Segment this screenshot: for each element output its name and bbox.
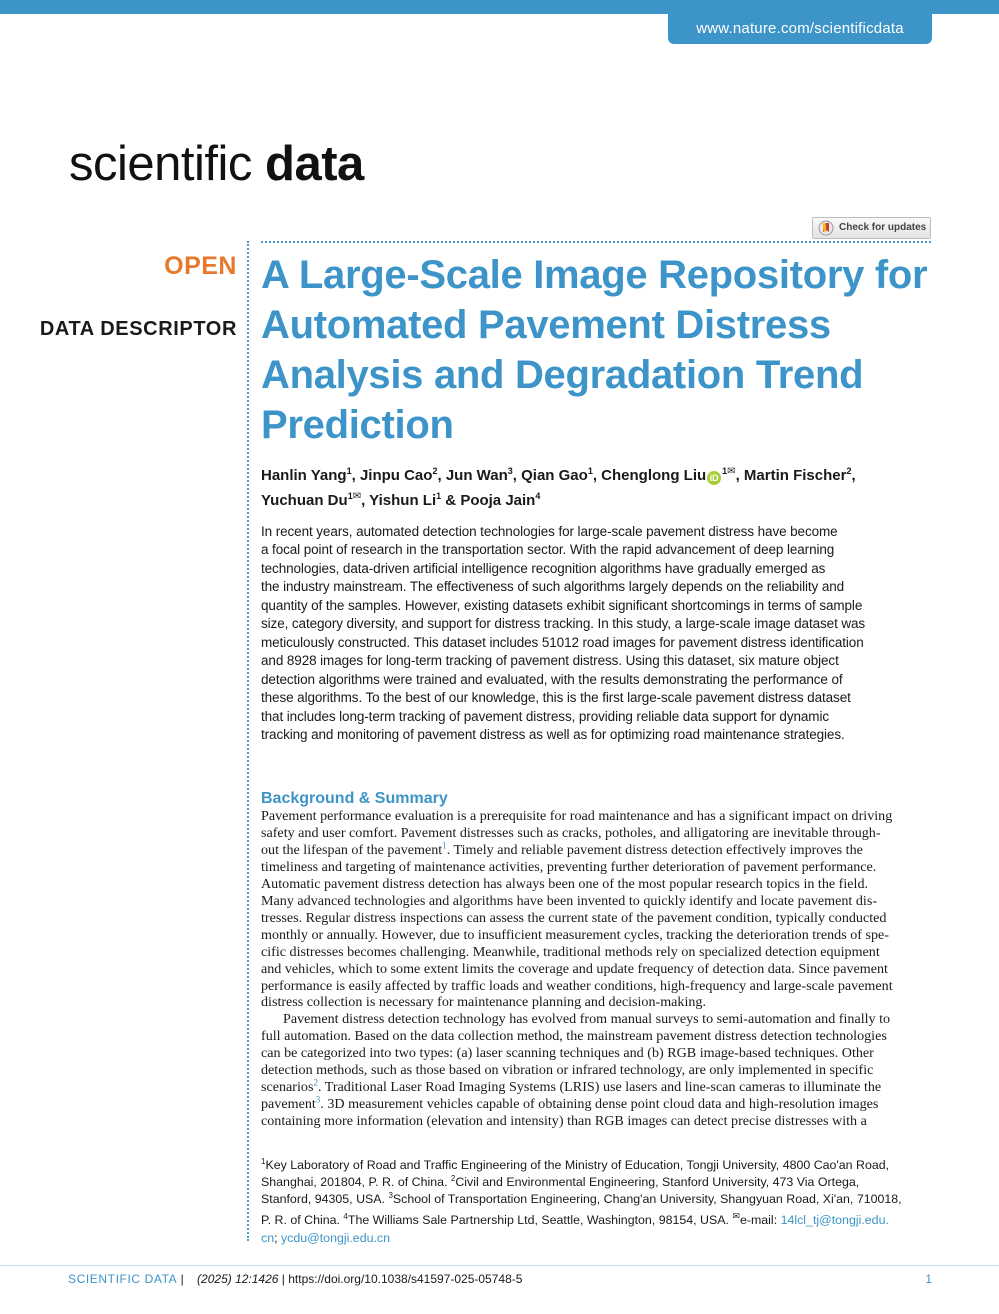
top-banner bbox=[0, 0, 999, 14]
email-link[interactable]: ycdu@tongji.edu.cn bbox=[280, 1230, 391, 1245]
footer-separator: | bbox=[177, 1272, 188, 1286]
check-for-updates-button[interactable] bbox=[812, 217, 931, 239]
footnote-text: Shanghai, 201804, P. R. of China. bbox=[261, 1175, 451, 1190]
author-name[interactable]: Pooja Jain bbox=[460, 492, 536, 509]
footnote-text: e-mail: bbox=[739, 1213, 781, 1228]
affiliations-footnote bbox=[261, 1157, 933, 1247]
envelope-icon[interactable]: ✉ bbox=[727, 466, 736, 477]
footnote-line bbox=[261, 1230, 933, 1247]
footnote-text: Stanford, 94305, USA. bbox=[261, 1192, 389, 1207]
reference-link[interactable]: 3 bbox=[315, 1094, 321, 1105]
section-heading: Background & Summary bbox=[261, 790, 448, 807]
body-line: Automatic pavement distress detection has always been one of the most popular research topics in the field. bbox=[261, 875, 869, 892]
envelope-icon[interactable]: ✉ bbox=[352, 491, 362, 502]
body-line-text: . Timely and reliable pavement distress detection effectively improves the bbox=[446, 841, 863, 858]
footnote-text: Civil and Environmental Engineering, Stanford University, 473 Via Ortega, bbox=[455, 1175, 860, 1190]
journal-url-link[interactable]: www.nature.com/scientificdata bbox=[668, 14, 932, 44]
body-line-text: out the lifespan of the pavement bbox=[261, 841, 443, 858]
affiliation-mark: 1 bbox=[346, 466, 352, 476]
abstract-line: technologies, data-driven artificial intelligence recognition algorithms have gradually emerged as bbox=[261, 560, 826, 576]
footnote-line bbox=[261, 1157, 933, 1174]
abstract-line: these algorithms. To the best of our knowledge, this is the first large-scale pavement distress dataset bbox=[261, 690, 851, 706]
footnote-text: ; bbox=[274, 1230, 281, 1245]
body-line bbox=[261, 1096, 933, 1113]
body-line-text: . Traditional Laser Road Imaging Systems (LRIS) use lasers and line-scan cameras to illuminate the bbox=[317, 1079, 882, 1096]
body-line: cific distresses becomes challenging. Meanwhile, traditional methods rely on specialized detection equipment bbox=[261, 943, 880, 960]
author-name[interactable]: Qian Gao bbox=[521, 467, 588, 484]
abstract-line: tracking and monitoring of pavement distress as well as for optimizing road maintenance strategies. bbox=[261, 726, 845, 742]
body-line-text: pavement bbox=[261, 1096, 316, 1113]
body-line bbox=[261, 1079, 933, 1096]
author-name[interactable]: Martin Fischer bbox=[743, 467, 847, 484]
abstract-line: a focal point of research in the transportation sector. With the rapid advancement of deep learning bbox=[261, 542, 835, 558]
body-line: Pavement performance evaluation is a prerequisite for road maintenance and has a significant impact on driving bbox=[261, 808, 893, 824]
author-name[interactable]: Yishun Li bbox=[369, 492, 437, 509]
bookmark-ribbon-icon bbox=[818, 220, 834, 236]
footnote-text: Key Laboratory of Road and Traffic Engineering of the Ministry of Education, Tongji University, 4800 Cao'an Road, bbox=[265, 1158, 890, 1172]
email-link[interactable]: cn bbox=[261, 1230, 275, 1245]
abstract-line: In recent years, automated detection technologies for large-scale pavement distress have become bbox=[261, 524, 838, 539]
orcid-icon[interactable]: iD bbox=[707, 471, 721, 485]
abstract-line: meticulously constructed. This dataset includes 51012 road images for pavement distress identification bbox=[261, 634, 864, 650]
author-name[interactable]: Hanlin Yang bbox=[261, 467, 347, 484]
open-access-label: OPEN bbox=[164, 252, 237, 280]
body-text bbox=[261, 808, 933, 1130]
reference-link[interactable]: 1 bbox=[442, 840, 447, 851]
logo-text-light: scientific bbox=[69, 137, 252, 191]
affiliation-mark: 3 bbox=[388, 1191, 393, 1201]
abstract-line: size, category diversity, and support for distress tracking. In this study, a large-scale image dataset was bbox=[261, 616, 866, 632]
abstract-line: detection algorithms were trained and evaluated, with the results demonstrating the performance of bbox=[261, 671, 843, 687]
affiliation-mark: 1 bbox=[722, 466, 728, 476]
body-line-text: . 3D measurement vehicles capable of obtaining dense point cloud data and high-resolution images bbox=[320, 1096, 879, 1113]
footer-journal-name: SCIENTIFIC DATA bbox=[68, 1272, 178, 1286]
author-name[interactable]: Yuchuan Du bbox=[261, 492, 348, 509]
footer-issue: (2025) 12:1426 bbox=[197, 1272, 279, 1286]
affiliation-mark: 4 bbox=[535, 491, 541, 501]
affiliation-mark: 1 bbox=[436, 491, 442, 501]
affiliation-mark: 1 bbox=[261, 1156, 266, 1166]
body-line: safety and user comfort. Pavement distresses such as cracks, potholes, and alligatoring are inevitable through- bbox=[261, 824, 881, 841]
body-line: Pavement distress detection technology has evolved from manual surveys to semi-automation and finally to bbox=[283, 1011, 891, 1028]
body-line: and vehicles, which to some extent limits the coverage and update frequency of detection data. Since pavement bbox=[261, 960, 888, 977]
margin-divider bbox=[247, 241, 249, 1241]
footnote-text: School of Transportation Engineering, Chang'an University, Shangyuan Road, Xi'an, 710018, bbox=[392, 1192, 902, 1207]
author-name[interactable]: Chenglong Liu bbox=[601, 467, 707, 484]
footnote-line bbox=[261, 1208, 933, 1229]
body-line-text: scenarios bbox=[261, 1079, 314, 1096]
envelope-icon: ✉ bbox=[732, 1211, 740, 1222]
body-line: detection methods, such as those based on vibration or infrared technology, are only implemented in specific bbox=[261, 1062, 874, 1079]
footnote-line bbox=[261, 1191, 933, 1208]
footer-separator: | bbox=[278, 1272, 289, 1286]
affiliation-mark: 1 bbox=[347, 491, 353, 501]
logo-text-bold: data bbox=[265, 137, 364, 191]
affiliation-mark: 2 bbox=[846, 466, 852, 476]
affiliation-mark: 4 bbox=[343, 1212, 348, 1222]
author-list: Hanlin Yang$^1$, Jinpu Cao$^2$, Jun Wan$^3$, Qian Gao$^1$, Chenglong Liu $iD^{1✉}$, Martin Fischer$^2$, Yuchuan $Du^{1✉}$, Yishun Li$^1$ & Pooja Jain$^4$ bbox=[261, 466, 856, 509]
check-for-updates-label: Check for updates bbox=[839, 222, 927, 233]
body-line: can be categorized into two types: (a) laser scanning techniques and (b) RGB image-based techniques. Other bbox=[261, 1045, 874, 1062]
author-name[interactable]: Jinpu Cao bbox=[359, 467, 433, 484]
affiliation-mark: 1 bbox=[587, 466, 593, 476]
body-line: distress collection is necessary for maintenance planning and decision-making. bbox=[261, 994, 706, 1011]
article-title: A Large-Scale Image Repository for Automated Pavement Distress Analysis and Degradation Trend Prediction bbox=[261, 253, 928, 447]
body-line: tresses. Regular distress inspections can assess the current state of the pavement condition, typically conducted bbox=[261, 909, 887, 926]
footnote-text: P. R. of China. bbox=[261, 1213, 344, 1228]
abstract-line: and 8928 images for long-term tracking of pavement distress. Using this dataset, six mature object bbox=[261, 653, 839, 669]
article-type-label: DATA DESCRIPTOR bbox=[39, 318, 237, 340]
body-line: monthly or annually. However, due to insufficient measurement cycles, tracking the deterioration trends of spe- bbox=[261, 926, 889, 943]
footer-divider bbox=[0, 1265, 999, 1266]
abstract-line: the industry mainstream. The effectiveness of such algorithms largely depends on the reliability and bbox=[261, 579, 845, 595]
affiliation-mark: 3 bbox=[507, 466, 513, 476]
footnote-line bbox=[261, 1174, 933, 1191]
footnote-text: The Williams Sale Partnership Ltd, Seattle, Washington, 98154, USA. bbox=[347, 1213, 733, 1228]
body-line: timeliness and targeting of maintenance activities, preventing further deterioration of pavement performance. bbox=[261, 858, 877, 875]
title-divider bbox=[261, 241, 931, 243]
email-link[interactable]: 14lcl_tj@tongji.edu. bbox=[780, 1213, 889, 1228]
body-line: containing more information (elevation and intensity) than RGB images can detect precise distresses with a bbox=[261, 1113, 867, 1130]
body-line: full automation. Based on the data collection method, the mainstream pavement distress detection technologies bbox=[261, 1028, 887, 1045]
reference-link[interactable]: 2 bbox=[313, 1077, 318, 1088]
body-line: Many advanced technologies and algorithms have been invented to quickly identify and locate pavement dis- bbox=[261, 892, 878, 909]
body-line: performance is easily affected by traffic loads and weather conditions, high-frequency and large-scale pavement bbox=[261, 977, 893, 994]
abstract bbox=[261, 523, 931, 744]
body-line bbox=[261, 842, 933, 859]
author-name[interactable]: Jun Wan bbox=[445, 467, 508, 484]
journal-logo bbox=[69, 136, 364, 192]
affiliation-mark: 2 bbox=[450, 1173, 456, 1183]
affiliation-mark: 2 bbox=[432, 466, 438, 476]
abstract-line: quantity of the samples. However, existing datasets exhibit significant shortcomings in terms of sample bbox=[261, 597, 863, 613]
doi-link[interactable]: https://doi.org/10.1038/s41597-025-05748-5 bbox=[288, 1272, 523, 1286]
page-footer bbox=[68, 1272, 932, 1286]
page-number: 1 bbox=[925, 1272, 932, 1286]
abstract-line: that includes long-term tracking of pavement distress, providing reliable data support for dynamic bbox=[261, 708, 829, 724]
